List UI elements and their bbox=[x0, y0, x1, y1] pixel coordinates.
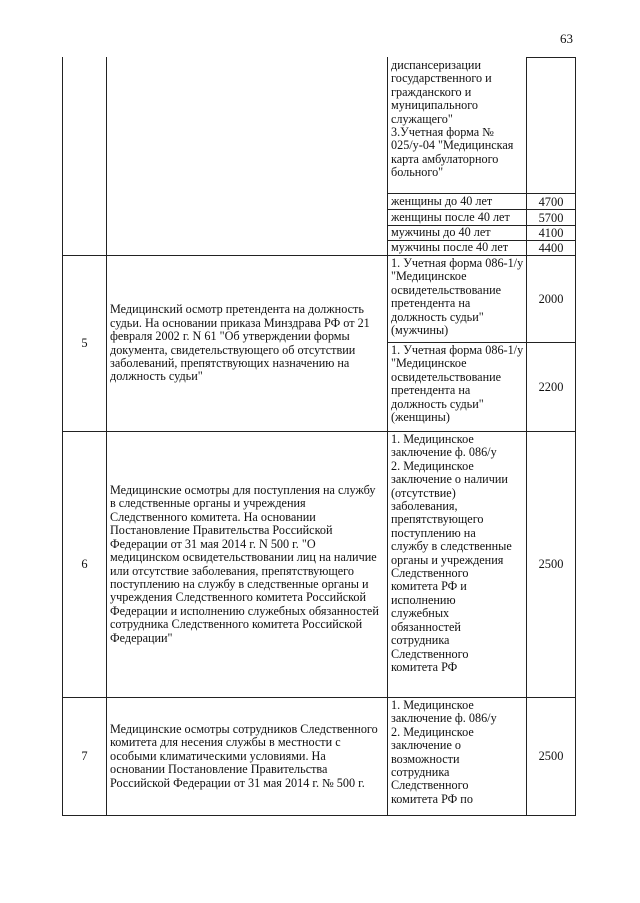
service-description bbox=[110, 256, 382, 431]
row-number: 6 bbox=[81, 557, 88, 571]
price-cell: 2500 bbox=[538, 749, 564, 763]
price-cell: 5700 bbox=[538, 211, 564, 225]
service-text: Медицинские осмотры для поступления на службу в следственные органы и учреждения Следственного комитета. На основании Постановление Правительства Российской Федерации от 31 мая 2014 г. N 500 г. "О медицинском освидетельствовании лиц на наличие или отсутствие заболевания, препятствующего поступлению на службу в следственные органы и учреждения Следственного комитета Российской Федерации и исполнению служебных обязанностей сотрудника Следственного комитета Российской Федерации" bbox=[110, 483, 379, 645]
service-text: Медицинский осмотр претендента на должность судьи. На основании приказа Минздрава РФ от 21 февраля 2002 г. N 61 "Об утверждении формы документа, свидетельствующего об отсутствии заболеваний, препятствующих назначению на должность судьи" bbox=[110, 302, 370, 384]
price-cell: 2500 bbox=[538, 557, 564, 571]
table-row: женщины до 40 лет bbox=[391, 194, 493, 208]
price-cell: 2200 bbox=[538, 379, 564, 394]
document-cell: 1. Учетная форма 086-1/у "Медицинское освидетельствование претендента на должность судьи" (мужчины) bbox=[391, 256, 524, 338]
service-description bbox=[110, 432, 384, 697]
document-cell: 1. Медицинское заключение ф. 086/у 2. Медицинское заключение о наличии (отсутствие) заболевания, препятствующего поступлению на службу в следственные органы и учреждения Следственного комитета РФ и исполнению служебных обязанностей сотрудника Следственного комитета РФ bbox=[391, 432, 512, 674]
service-text: Медицинские осмотры сотрудников Следственного комитета для несения службы в местности с особыми климатическими условиями. На основании Постановление Правительства Российской Федерации от 31 мая 2014 г. № 500 г. bbox=[110, 721, 378, 790]
table-row: женщины после 40 лет bbox=[391, 210, 510, 224]
document-cell: 1. Медицинское заключение ф. 086/у 2. Медицинское заключение о возможности сотрудника Следственного комитета РФ по bbox=[391, 698, 497, 806]
service-description bbox=[110, 698, 382, 815]
table-row: мужчины до 40 лет bbox=[391, 225, 491, 239]
price-cell: 4100 bbox=[538, 226, 564, 240]
table-row: мужчины после 40 лет bbox=[391, 240, 509, 254]
page-number: 63 bbox=[560, 31, 573, 46]
continued-document-text: диспансеризации государственного и гражданского и муниципального служащего" 3.Учетная форма № 025/у-04 "Медицинская карта амбулаторного больного" bbox=[391, 58, 514, 180]
price-cell: 2000 bbox=[538, 291, 564, 306]
price-cell: 4700 bbox=[538, 195, 564, 209]
row-number: 7 bbox=[81, 749, 88, 763]
price-cell: 4400 bbox=[538, 241, 564, 255]
document-cell: 1. Учетная форма 086-1/у "Медицинское освидетельствование претендента на должность судьи" (женщины) bbox=[391, 343, 524, 425]
row-number: 5 bbox=[81, 336, 88, 350]
